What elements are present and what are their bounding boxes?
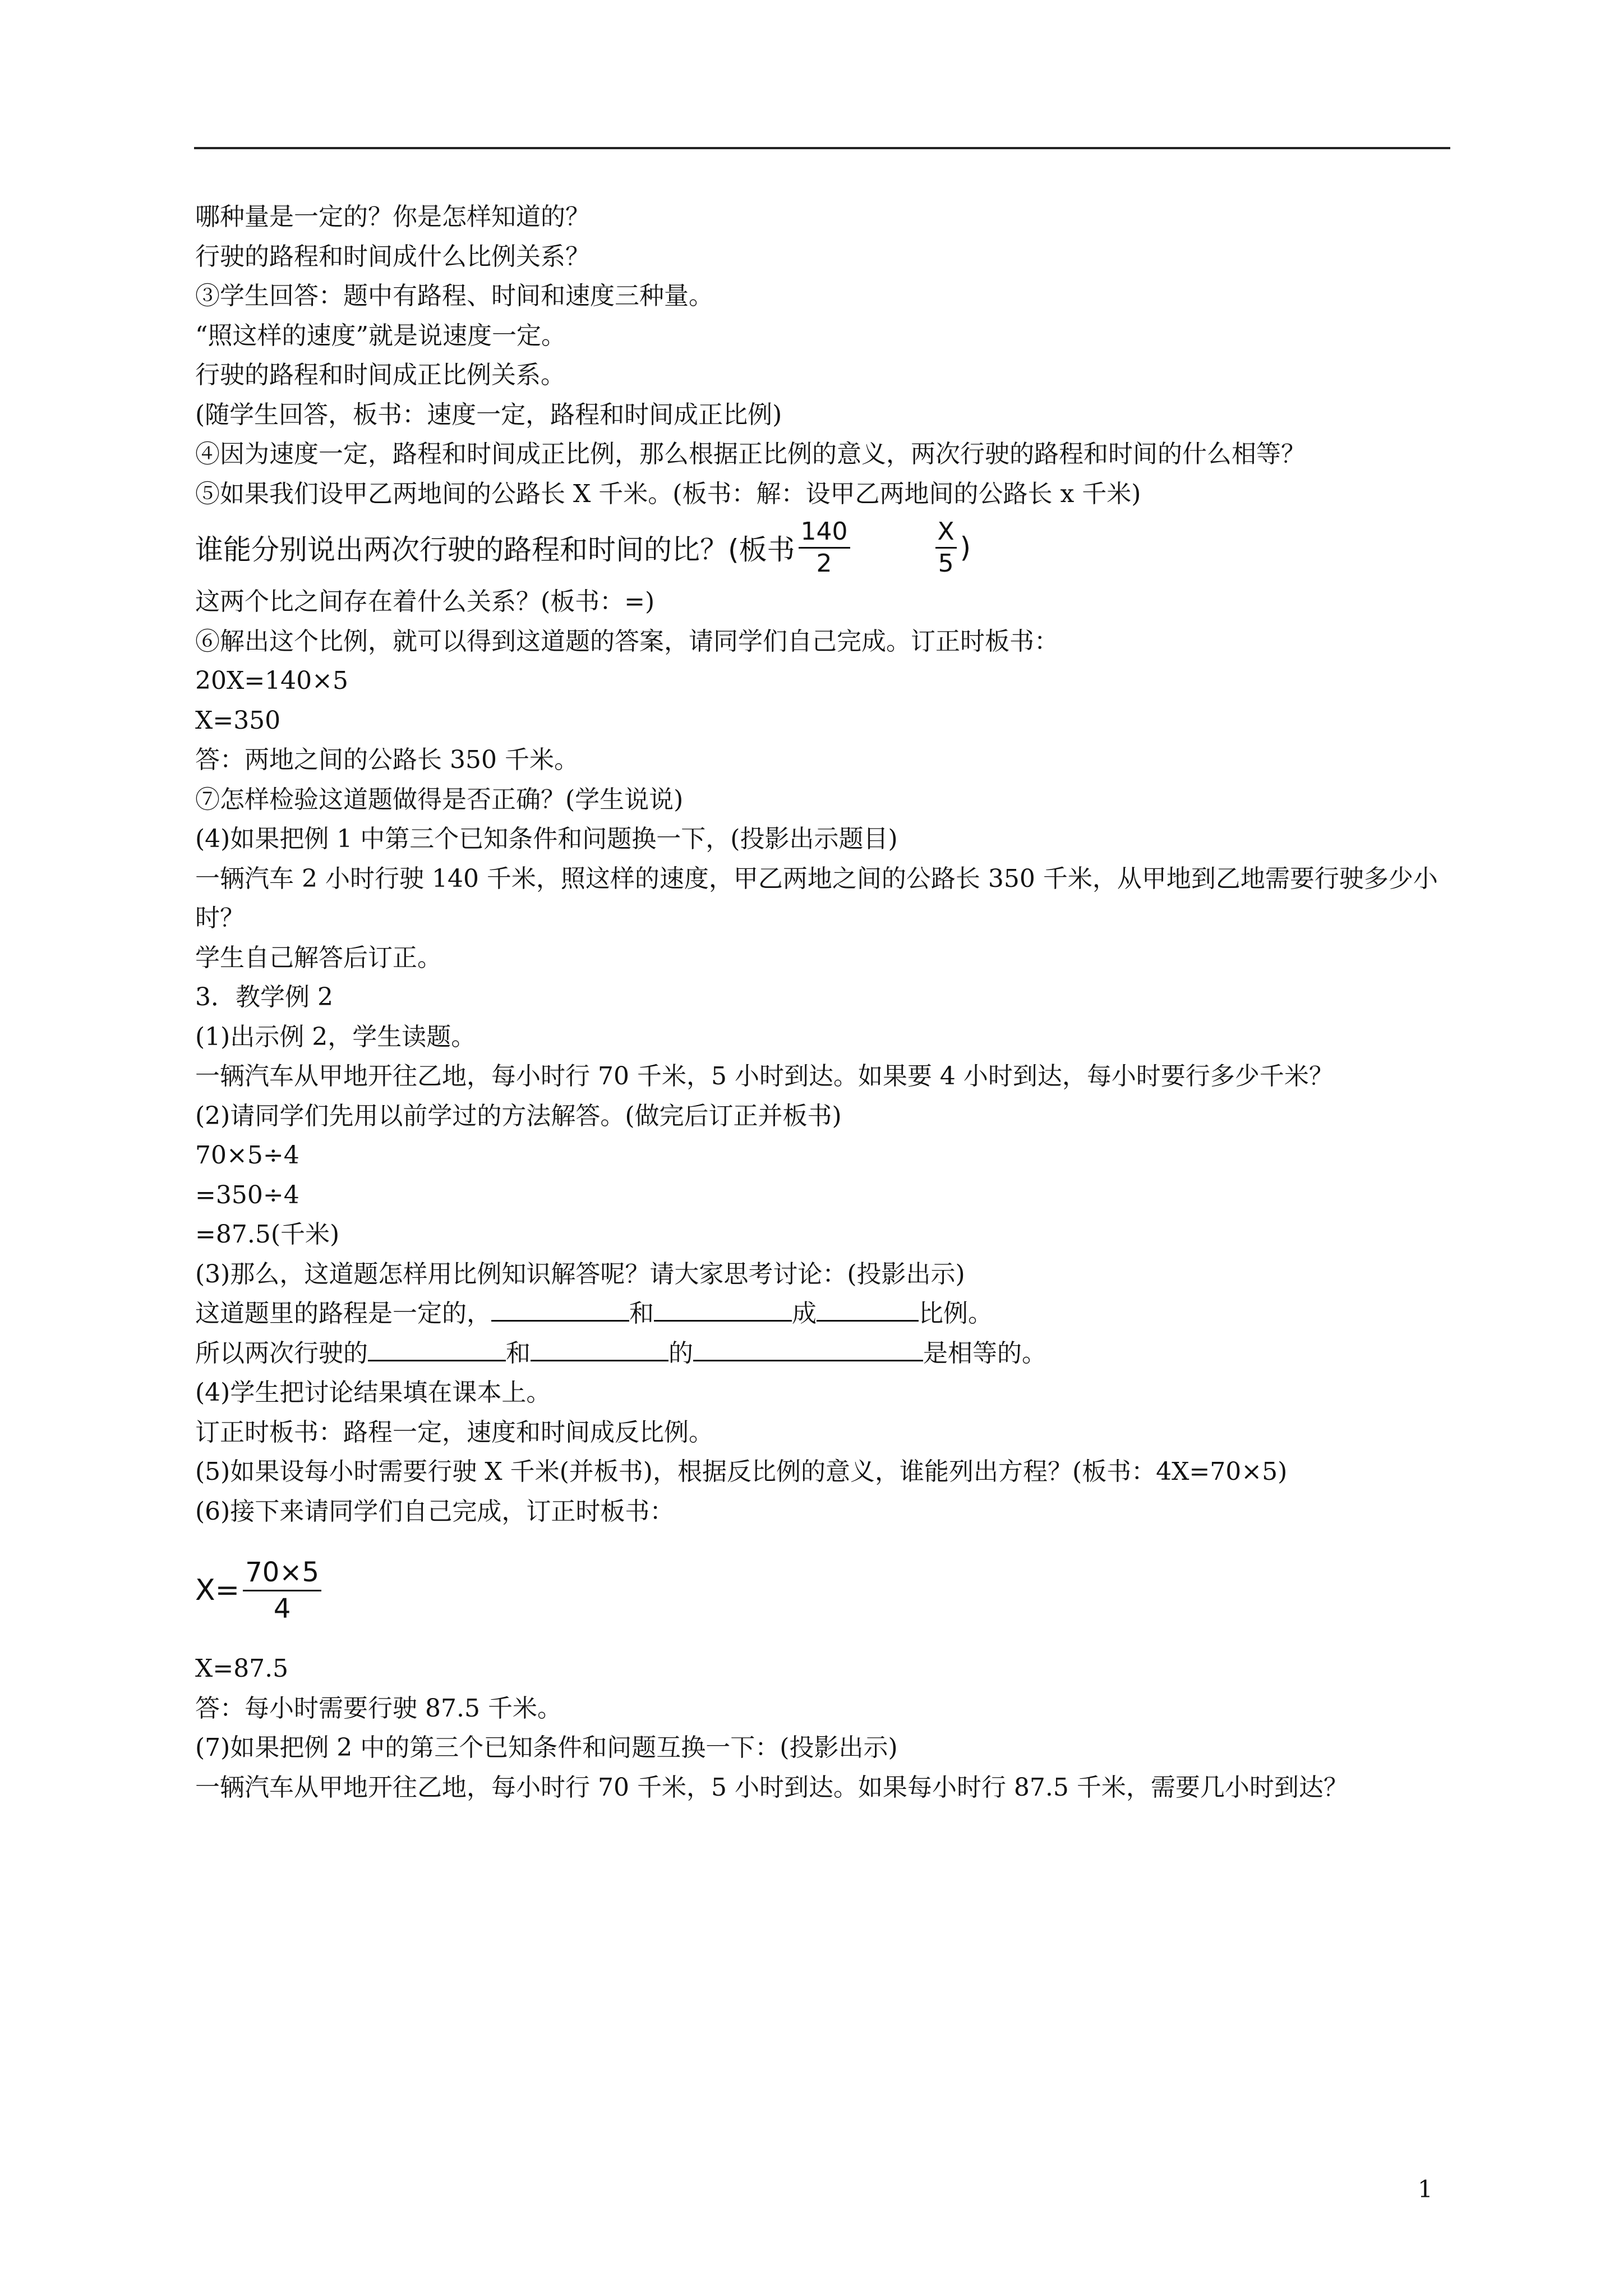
header-rule <box>194 147 1450 149</box>
fraction-numerator: X <box>935 517 957 549</box>
text-line: 一辆汽车 2 小时行驶 140 千米，照这样的速度，甲乙两地之间的公路长 350 千米，从甲地到乙地需要行驶多少小时？ <box>195 864 1438 932</box>
text-line: (7)如果把例 2 中的第三个已知条件和问题互换一下：(投影出示) <box>195 1733 898 1762</box>
fraction-70x5-over-4 <box>243 1555 321 1626</box>
solution-formula-image <box>195 1531 1451 1649</box>
fill-text: 和 <box>629 1299 654 1328</box>
blank-field[interactable] <box>654 1297 792 1322</box>
blank-field[interactable] <box>817 1297 919 1322</box>
fill-text: 是相等的。 <box>923 1338 1046 1368</box>
fill-text: 的 <box>668 1338 693 1368</box>
blank-field[interactable] <box>693 1337 923 1361</box>
text-line: ④因为速度一定，路程和时间成正比例，那么根据正比例的意义，两次行驶的路程和时间的什么相等？ <box>195 440 1306 468</box>
fill-blank-line <box>195 1334 1451 1374</box>
text-line: ⑥解出这个比例，就可以得到这道题的答案，请同学们自己完成。订正时板书： <box>195 627 1059 656</box>
fraction-denominator: 5 <box>938 549 954 578</box>
text-line: 行驶的路程和时间成正比例关系。 <box>195 361 565 389</box>
text-line: (3)那么，这道题怎样用比例知识解答呢？请大家思考讨论：(投影出示) <box>195 1259 965 1289</box>
page-number: 1 <box>1418 2175 1433 2203</box>
fraction-140-over-2 <box>799 517 850 579</box>
equation-line: X=87.5 <box>195 1654 289 1683</box>
text-line: 订正时板书：路程一定，速度和时间成反比例。 <box>195 1418 713 1447</box>
blank-field[interactable] <box>531 1337 668 1361</box>
text-line: (1)出示例 2，学生读题。 <box>195 1022 476 1051</box>
fill-text: 成 <box>792 1299 817 1328</box>
equation-line: 20X=140×5 <box>195 666 349 695</box>
fill-text: 所以两次行驶的 <box>195 1338 368 1368</box>
text-line: 答：每小时需要行驶 87.5 千米。 <box>195 1694 562 1723</box>
fraction-denominator: 2 <box>816 549 832 578</box>
text-line: 这两个比之间存在着什么关系？(板书：=) <box>195 587 655 616</box>
text-line: ③学生回答：题中有路程、时间和速度三种量。 <box>195 282 713 310</box>
document-body <box>195 197 1451 1807</box>
text-line: ⑤如果我们设甲乙两地间的公路长 X 千米。(板书：解：设甲乙两地间的公路长 x 千米) <box>195 479 1141 508</box>
text-line: 学生自己解答后订正。 <box>195 943 442 972</box>
text-line: 行驶的路程和时间成什么比例关系？ <box>195 242 590 271</box>
fraction-denominator: 4 <box>273 1593 291 1625</box>
fill-text: 和 <box>506 1338 531 1368</box>
equation-line: =87.5(千米) <box>195 1220 340 1249</box>
text-line: 一辆汽车从甲地开往乙地，每小时行 70 千米，5 小时到达。如果每小时行 87.5 千米，需要几小时到达？ <box>195 1773 1348 1802</box>
text-line: (6)接下来请同学们自己完成，订正时板书： <box>195 1497 675 1526</box>
text-line: (随学生回答，板书：速度一定，路程和时间成正比例) <box>195 400 782 429</box>
text-line: (5)如果设每小时需要行驶 X 千米(并板书)，根据反比例的意义，谁能列出方程？(板书：4X=70×5) <box>195 1457 1288 1486</box>
fill-text: 比例。 <box>919 1299 993 1328</box>
blank-field[interactable] <box>368 1337 506 1361</box>
formula-lhs: X= <box>195 1573 240 1607</box>
ratio-formula-tail: ) <box>960 531 971 564</box>
text-line: (4)学生把讨论结果填在课本上。 <box>195 1378 551 1407</box>
text-line: 哪种量是一定的？你是怎样知道的？ <box>195 203 590 231</box>
equation-line: =350÷4 <box>195 1180 299 1209</box>
ratio-formula-lead: 谁能分别说出两次行驶的路程和时间的比？(板书 <box>195 533 795 566</box>
equation-line: 70×5÷4 <box>195 1141 299 1170</box>
ratio-formula-image <box>195 516 1451 579</box>
text-line: “照这样的速度”就是说速度一定。 <box>195 321 566 350</box>
fraction-numerator: 140 <box>799 517 850 549</box>
fill-blank-line <box>195 1294 1451 1334</box>
text-line: 一辆汽车从甲地开往乙地，每小时行 70 千米，5 小时到达。如果要 4 小时到达，每小时要行多少千米？ <box>195 1062 1334 1091</box>
text-line: 答：两地之间的公路长 350 千米。 <box>195 746 579 774</box>
text-line: (2)请同学们先用以前学过的方法解答。(做完后订正并板书) <box>195 1101 842 1130</box>
fraction-numerator: 70×5 <box>243 1555 321 1591</box>
text-line: (4)如果把例 1 中第三个已知条件和问题换一下，(投影出示题目) <box>195 825 898 853</box>
fraction-x-over-5 <box>935 517 957 579</box>
fill-text: 这道题里的路程是一定的， <box>195 1299 491 1328</box>
text-line: ⑦怎样检验这道题做得是否正确？(学生说说) <box>195 785 684 814</box>
equation-line: X=350 <box>195 706 281 735</box>
blank-field[interactable] <box>491 1297 629 1322</box>
section-heading: 3．教学例 2 <box>195 983 333 1011</box>
